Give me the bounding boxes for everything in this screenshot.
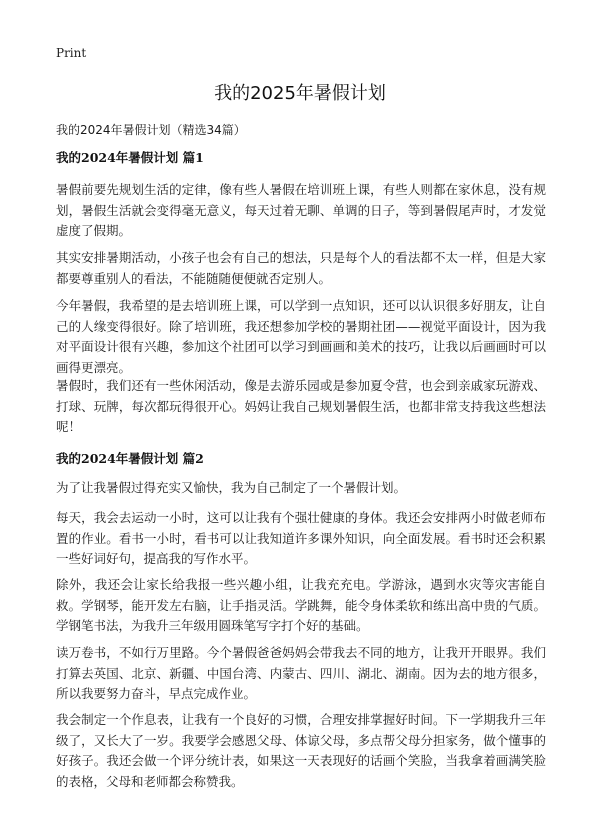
paragraph-1-1: 暑假前要先规划生活的定律，像有些人暑假在培训班上课，有些人则都在家休息，没有规划，暑假生活就会变得毫无意义，每天过着无聊、单调的日子，等到暑假尾声时，才发觉虚度了假期。 — [56, 182, 546, 238]
paragraph-1-4: 暑假时，我们还有一些休闲活动，像是去游乐园或是参加夏令营，也会到亲戚家玩游戏、打球、玩牌，每次都玩得很开心。妈妈让我自己规划暑假生活，也都非常支持我这些想法呢！ — [56, 378, 546, 434]
document-subtitle: 我的2024年暑假计划（精选34篇） — [56, 123, 246, 137]
paragraph-2-4: 读万卷书，不如行万里路。今个暑假爸爸妈妈会带我去不同的地方，让我开开眼界。我们打算去英国、北京、新疆、中国台湾、内蒙古、四川、湖北、湖南。因为去的地方很多，所以我要努力奋斗，早点完成作业。 — [56, 645, 546, 701]
paragraph-1-3: 今年暑假，我希望的是去培训班上课，可以学到一点知识，还可以认识很多好朋友，让自己的人缘变得很好。除了培训班，我还想参加学校的暑期社团——视觉平面设计，因为我对平面设计很有兴趣，参加这个社团可以学习到画画和美术的技巧，让我以后画画时可以画得更漂亮。 — [56, 298, 546, 375]
paragraph-2-3: 除外，我还会让家长给我报一些兴趣小组，让我充充电。学游泳，遇到水灾等灾害能自救。学钢琴，能开发左右脑，让手指灵活。学跳舞，能令身体柔软和练出高中贵的气质。学钢笔书法，为我升三年级用圆珠笔写字打个好的基础。 — [56, 577, 546, 633]
paragraph-2-5: 我会制定一个作息表，让我有一个良好的习惯，合理安排掌握好时间。下一学期我升三年级了，又长大了一岁。我要学会感恩父母、体谅父母，多点帮父母分担家务，做个懂事的好孩子。我还会做一个评分统计表，如果这一天表现好的话画个笑脸，当我拿着画满笑脸的表格，父母和老师都会称赞我。 — [56, 712, 546, 789]
print-link[interactable]: Print — [56, 46, 87, 60]
paragraph-2-1: 为了让我暑假过得充实又愉快，我为自己制定了一个暑假计划。 — [56, 480, 407, 495]
section-heading-2: 我的2024年暑假计划 篇2 — [56, 451, 204, 466]
paragraph-1-2: 其实安排暑期活动，小孩子也会有自己的想法，只是每个人的看法都不太一样，但是大家都要尊重别人的看法，不能随随便便就否定别人。 — [56, 250, 546, 286]
page-title: 我的2025年暑假计划 — [214, 83, 386, 104]
section-heading-1: 我的2024年暑假计划 篇1 — [56, 150, 204, 165]
paragraph-2-2: 每天，我会去运动一小时，这可以让我有个强壮健康的身体。我还会安排两小时做老师布置的作业。看书一小时，看书可以让我知道许多课外知识，向全面发展。看书时还会积累一些好词好句，提高我的写作水平。 — [56, 510, 546, 566]
